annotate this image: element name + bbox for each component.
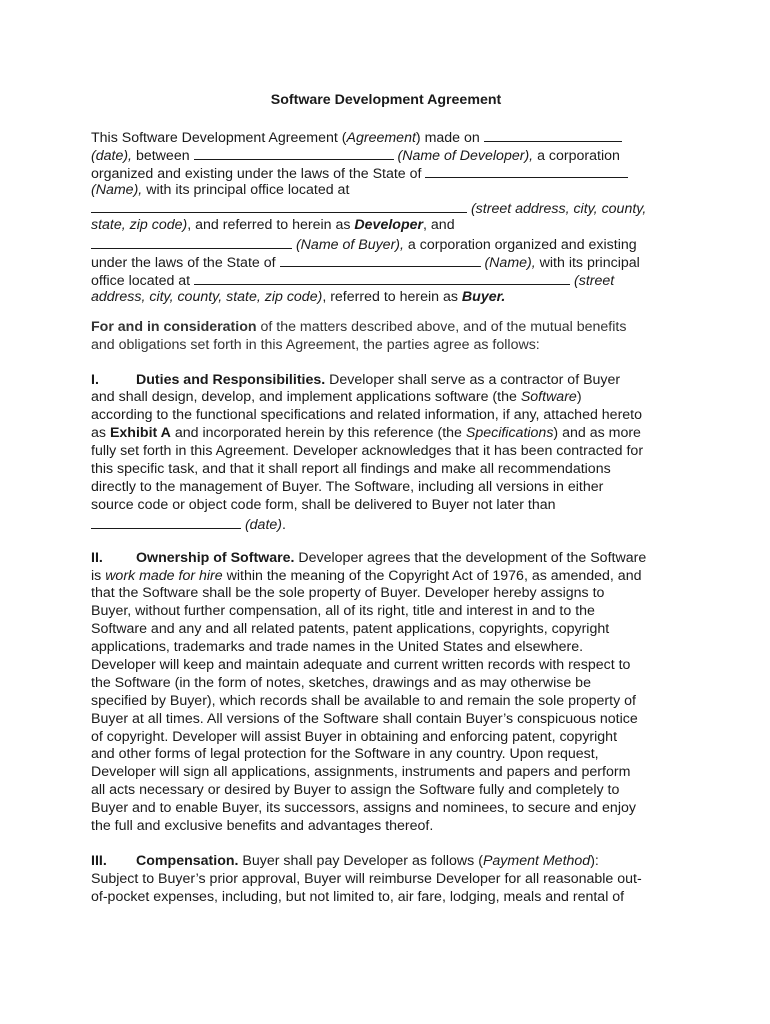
state-blank — [425, 164, 628, 178]
section-text: fully set forth in this Agreement. Developer acknowledges that it has been contracted for — [91, 443, 644, 460]
intro-text: state, zip code) — [91, 217, 188, 234]
section-text: Buyer, without further compensation, all of its right, title and interest in and to the — [91, 603, 595, 620]
section-compensation — [91, 853, 681, 907]
intro-text: This Software Development Agreement ( — [91, 129, 347, 146]
section-text: of copyright. Developer will assist Buyer in obtaining and enforcing patent, copyright — [91, 728, 618, 745]
section-duties — [91, 372, 681, 533]
intro-text: ) made on — [415, 129, 480, 146]
section-text: source code or object code form, shall be delivered to Buyer not later than — [91, 496, 556, 513]
section-text: and incorporated herein by this reference (the — [170, 425, 466, 442]
buyer-name-blank — [91, 235, 292, 249]
section-text: Specifications — [465, 425, 554, 442]
intro-text: Agreement — [346, 129, 416, 146]
section-text: Payment Method — [482, 852, 591, 869]
section-heading: Ownership of Software. — [136, 549, 295, 566]
section-ownership — [91, 550, 681, 836]
section-text: ) — [576, 389, 582, 406]
section-number: I. — [91, 371, 99, 388]
intro-text: (Name of Buyer), — [295, 237, 404, 254]
section-text: Developer will sign all applications, assignments, instruments and papers and perform — [91, 764, 631, 781]
intro-text: a corporation — [533, 147, 620, 164]
section-heading: Compensation. — [136, 852, 239, 869]
consideration-text: of the matters described above, and of the mutual benefits — [256, 318, 627, 335]
intro-text: a corporation organized and existing — [403, 237, 637, 254]
intro-text: , and referred to herein as — [187, 217, 355, 234]
intro-text: organized and existing under the laws of the State of — [91, 165, 426, 182]
section-text: Software — [520, 389, 577, 406]
section-text: Developer shall serve as a contractor of Buyer — [325, 371, 621, 388]
intro-text: between — [132, 147, 194, 164]
delivery-date-blank — [91, 515, 241, 529]
section-text: according to the functional specifications and related information, if any, attached hereto — [91, 407, 643, 424]
section-text: Buyer shall pay Developer as follows ( — [238, 852, 483, 869]
section-number: II. — [91, 549, 103, 566]
section-text: Developer agrees that the development of the Software — [294, 549, 647, 566]
section-text: work made for hire — [105, 567, 223, 584]
intro-text: address, city, county, state, zip code) — [91, 288, 323, 305]
section-number: III. — [91, 852, 107, 869]
intro-text: , and — [423, 217, 455, 234]
intro-text: , referred to herein as — [322, 288, 462, 305]
section-text: applications, trademarks and trade names in the United States and elsewhere. — [91, 639, 584, 656]
section-text: Developer will keep and maintain adequate and current written records with respect to — [91, 656, 631, 673]
document-title: Software Development Agreement — [270, 92, 502, 108]
intro-text: (date), — [91, 147, 133, 164]
intro-text: under the laws of the State of — [91, 255, 280, 272]
section-text: this specific task, and that it shall report all findings and make all recommendations — [91, 461, 611, 478]
intro-text: (Name of Developer), — [397, 147, 534, 164]
section-text: all acts necessary or desired by Buyer to assign the Software fully and completely to — [91, 782, 620, 799]
intro-text: Buyer. — [461, 288, 506, 305]
section-text: within the meaning of the Copyright Act of 1976, as amended, and — [222, 567, 642, 584]
section-text: Software and any and all related patents, patent applications, copyrights, copyright — [91, 621, 610, 638]
section-text: Buyer and to enable Buyer, its successors, assigns and nominees, to secure and enjoy — [91, 800, 636, 817]
section-text: of-pocket expenses, including, but not limited to, air fare, lodging, meals and rental of — [91, 888, 625, 905]
section-text: and other forms of legal protection for the Software in any country. Upon request, — [91, 746, 599, 763]
address-blank — [91, 199, 467, 213]
address-blank — [194, 271, 570, 285]
developer-name-blank — [194, 146, 394, 160]
section-text: the Software (in the form of notes, sketches, drawings and as may otherwise be — [91, 674, 591, 691]
consideration-text: and obligations set forth in this Agreement, the parties agree as follows: — [91, 336, 540, 353]
section-text: . — [282, 516, 286, 533]
document-page — [91, 92, 681, 907]
section-text: as — [91, 425, 110, 442]
intro-text: (street address, city, county, — [470, 201, 647, 218]
section-text: Exhibit A — [109, 425, 171, 442]
section-text: Subject to Buyer’s prior approval, Buyer will reimburse Developer for all reasonable out- — [91, 870, 642, 887]
section-text: directly to the management of Buyer. The Software, including all versions in either — [91, 478, 604, 495]
intro-text: (Name), — [484, 255, 536, 272]
section-heading: Duties and Responsibilities. — [136, 371, 326, 388]
intro-text: (Name), — [91, 181, 143, 198]
section-text: and shall design, develop, and implement applications software (the — [91, 389, 521, 406]
intro-text: Developer — [354, 217, 424, 234]
consideration-paragraph — [91, 319, 681, 355]
consideration-text: For and in consideration — [91, 318, 257, 335]
intro-text: with its principal office located at — [142, 181, 350, 198]
intro-text: office located at — [91, 273, 195, 290]
intro-paragraph — [91, 128, 681, 307]
date-blank — [484, 128, 622, 142]
section-text: ): — [590, 852, 599, 869]
intro-text: with its principal — [535, 255, 640, 272]
section-text: is — [91, 567, 106, 584]
intro-text: (street — [574, 273, 615, 290]
section-text: Buyer at all times. All versions of the Software shall contain Buyer’s conspicuous notice — [91, 710, 638, 727]
section-text: the full and exclusive benefits and advantages thereof. — [91, 817, 434, 834]
state-blank — [280, 253, 481, 267]
section-text: that the Software shall be the sole property of Buyer. Developer hereby assigns to — [91, 585, 605, 602]
section-text: specified by Buyer), which records shall be available to and remain the sole property of — [91, 692, 636, 709]
section-text: ) and as more — [553, 425, 641, 442]
section-text: (date) — [241, 516, 283, 533]
